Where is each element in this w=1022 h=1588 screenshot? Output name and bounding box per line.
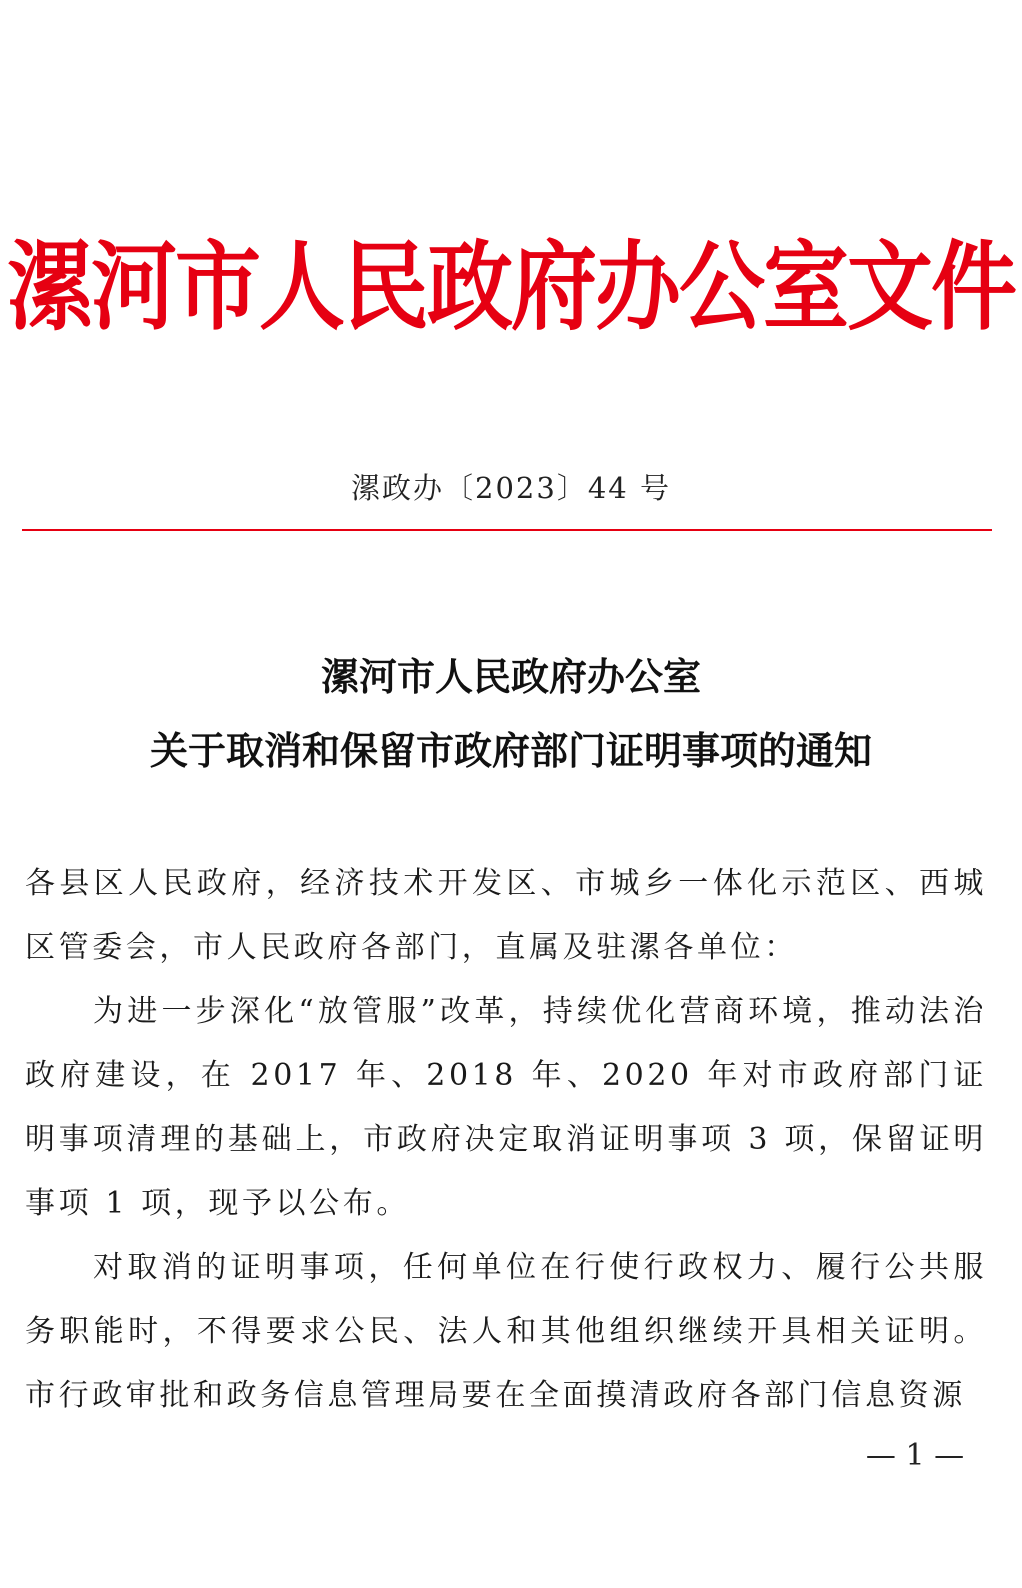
page-number: — 1 —: [865, 1438, 965, 1473]
document-body: [25, 852, 987, 1428]
salutation-paragraph: 各县区人民政府，经济技术开发区、市城乡一体化示范区、西城区管委会，市人民政府各部门，直属及驻漯各单位：: [25, 866, 987, 965]
notice-title-line-1: 漯河市人民政府办公室: [320, 654, 701, 699]
document-masthead: 漯河市人民政府办公室文件: [7, 230, 1015, 344]
body-paragraph-1: 为进一步深化“放管服”改革，持续优化营商环境，推动法治政府建设，在 2017 年、2018 年、2020 年对市政府部门证明事项清理的基础上，市政府决定取消证明事项 3 项，保留证明事项 1 项，现予以公布。: [25, 994, 987, 1221]
document-number: 漯政办〔2023〕44 号: [351, 471, 671, 505]
body-paragraph-2: 对取消的证明事项，任何单位在行使行政权力、履行公共服务职能时，不得要求公民、法人和其他组织继续开具相关证明。市行政审批和政务信息管理局要在全面摸清政府各部门信息资源: [25, 1250, 987, 1413]
notice-title-line-2: 关于取消和保留市政府部门证明事项的通知: [149, 728, 872, 773]
red-divider-line: [22, 529, 992, 531]
